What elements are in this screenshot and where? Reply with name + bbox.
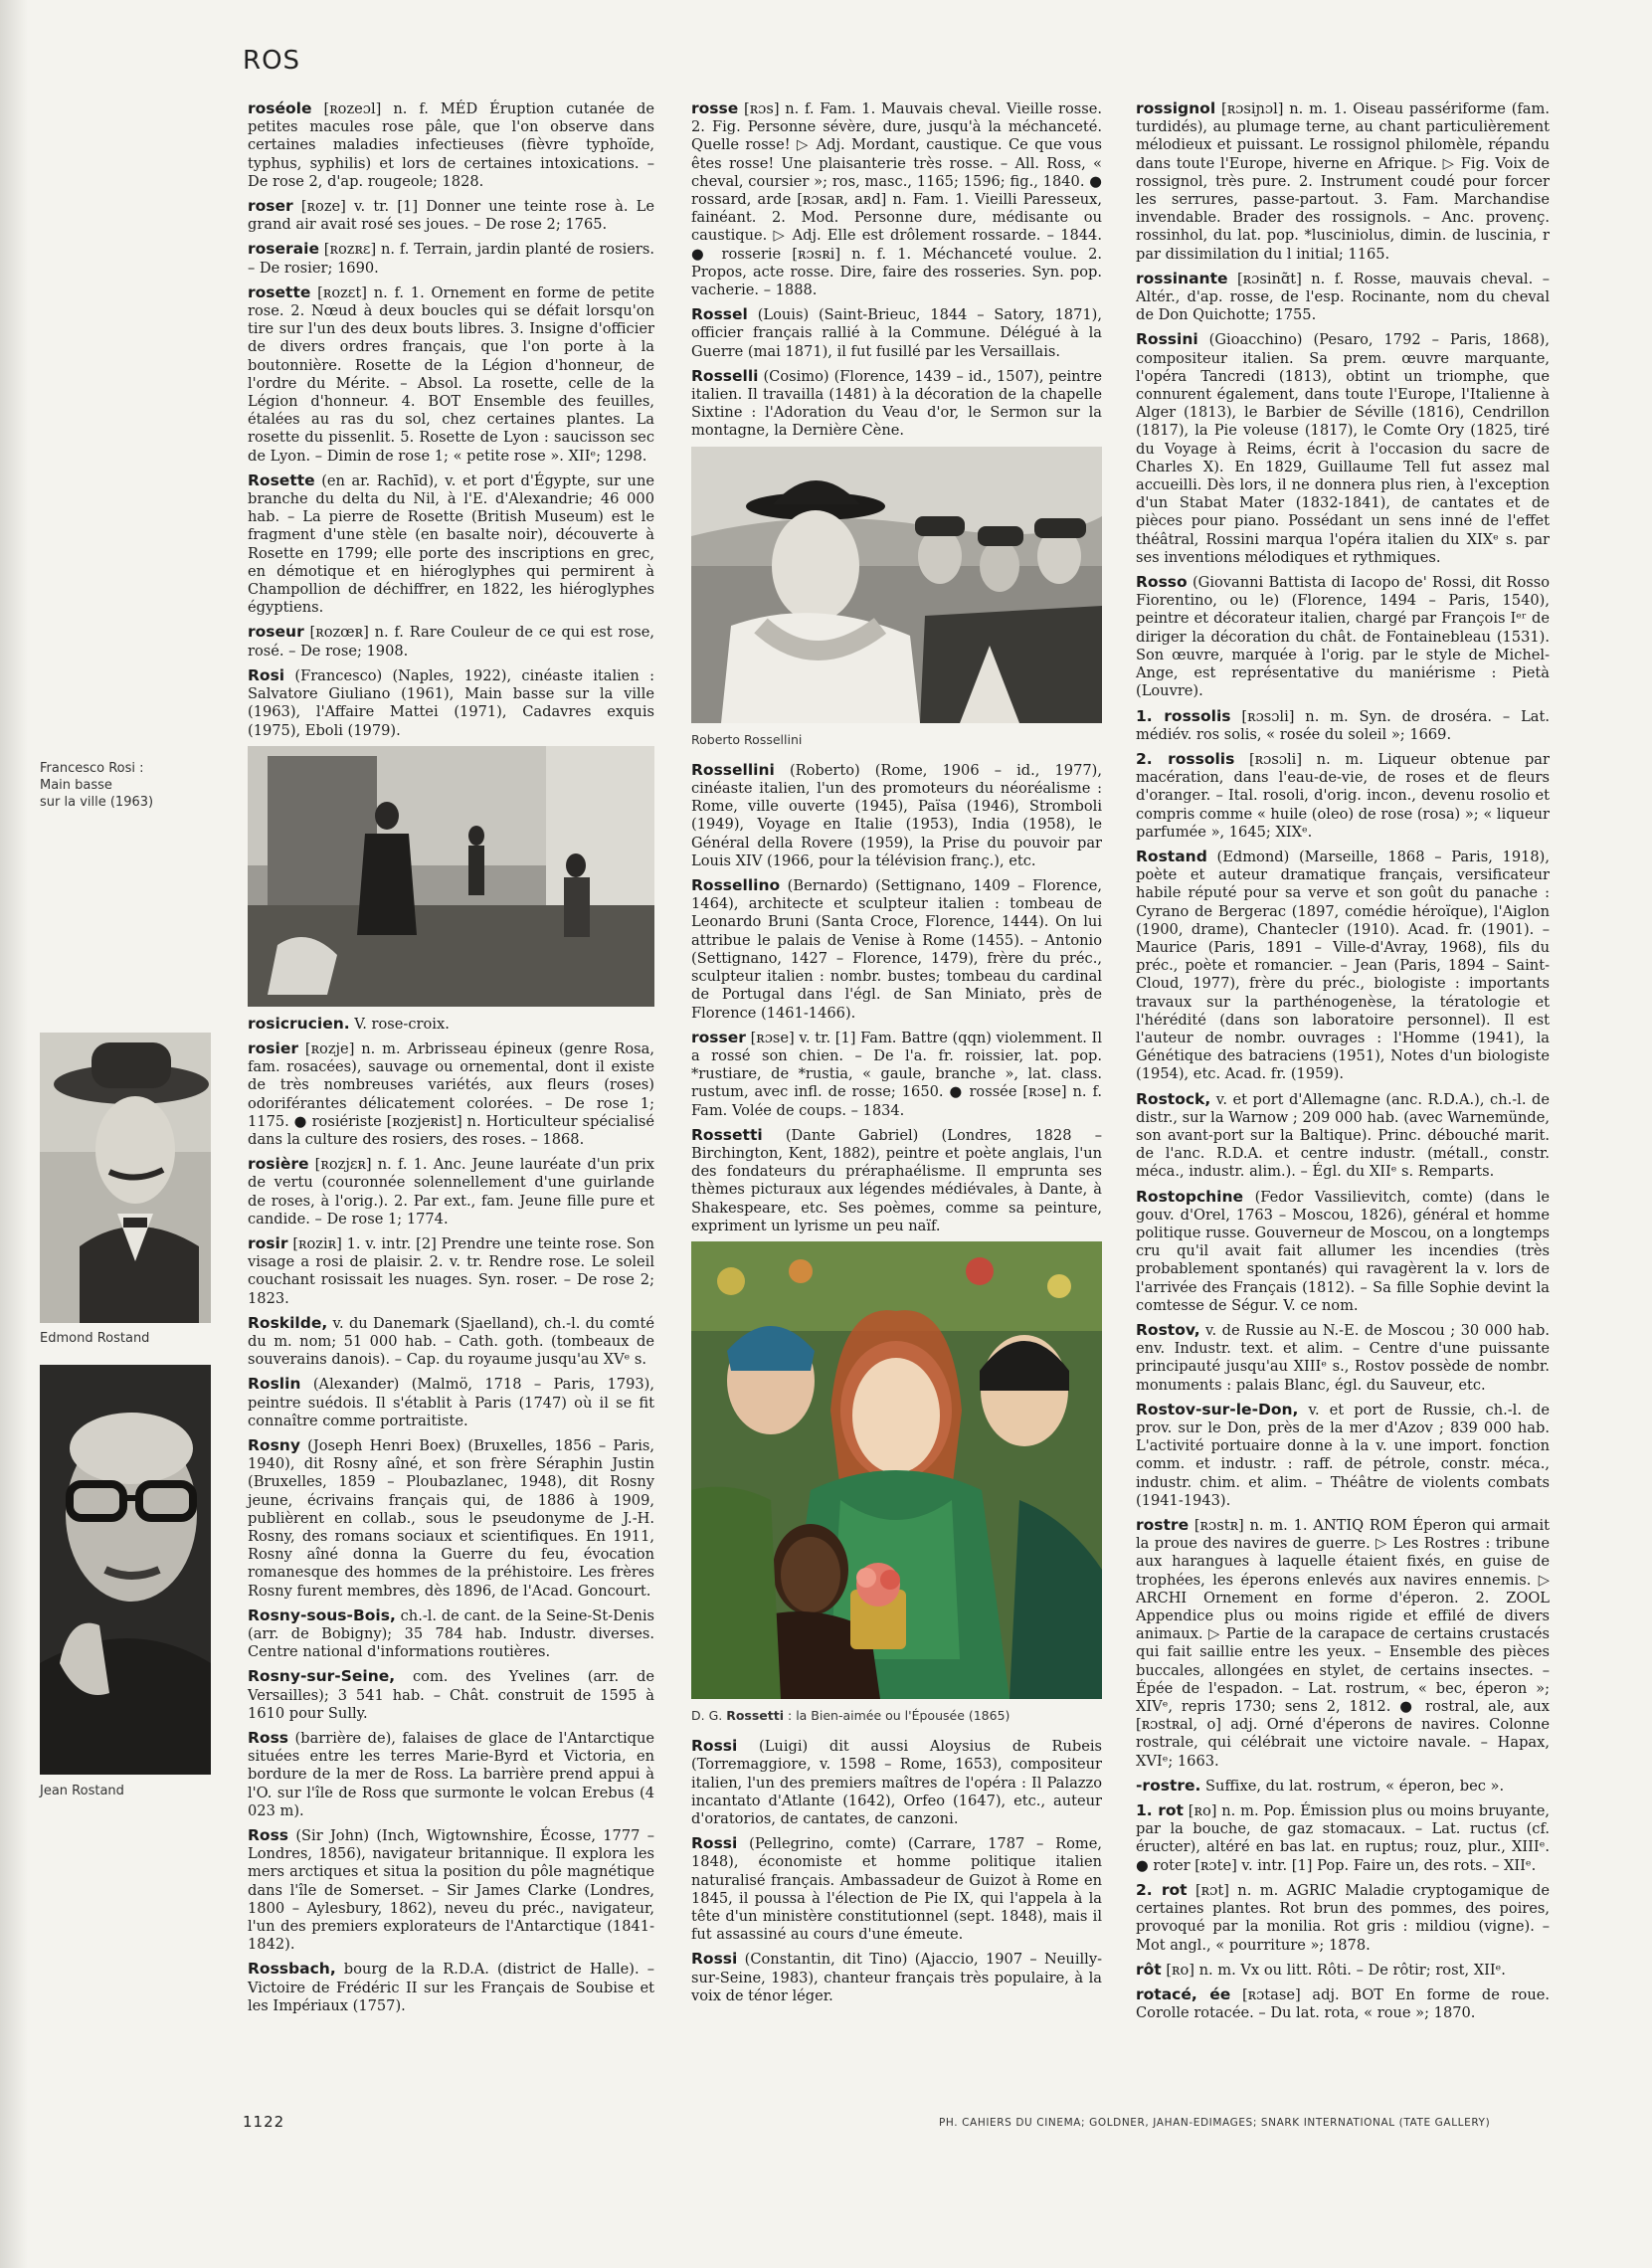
entry-rosette: rosette [ʀozɛt] n. f. 1. Ornement en forme de petite rose. 2. Nœud à deux boucles qui se défait lorsqu'on tire sur l'un des deux bouts libres. 3. Insigne d'officier de divers ordres français, que l'on porte à la boutonnière. Rosette de la Légion d'honneur, de l'ordre du Mérite. – Absol. La rosette, celle de la Légion d'honneur. 4. BOT Ensemble des feuilles, étalées au ras du sol, chez certaines plantes. La rosette du pissenlit. 5. Rosette de Lyon : saucisson sec de Lyon. – Dimin de rose 1; « petite rose ». XIIᵉ; 1298. xyxy=(248,283,654,465)
entry-rostov-sur-le-don: Rostov-sur-le-Don, v. et port de Russie, ch.-l. de prov. sur le Don, près de la mer d'Azov ; 839 000 hab. L'activité portuaire donne à la v. une import. fonction comm. et industr. : raff. de pétrole, constr. méca., industr. chim. et alim. – Théâtre de violents combats (1941-1943). xyxy=(1136,1400,1550,1509)
column-3 xyxy=(1136,99,1550,2028)
entry-rossel: Rossel (Louis) (Saint-Brieuc, 1844 – Satory, 1871), officier français rallié à la Commune. Délégué à la Guerre (mai 1871), il fut fusillé par les Versaillais. xyxy=(691,305,1102,360)
entry-roskilde: Roskilde, v. du Danemark (Sjaelland), ch.-l. du comté du m. nom; 51 000 hab. – Cath. goth. (tombeaux de souverains danois). – Cap. du royaume jusqu'au XVᵉ s. xyxy=(248,1313,654,1369)
entry-roser: roser [ʀoze] v. tr. [1] Donner une teinte rose à. Le grand air avait rosé ses joues. – De rose 2; 1765. xyxy=(248,197,654,234)
edmond-rostand-caption: Edmond Rostand xyxy=(40,1331,150,1346)
entry-rostre: rostre [ʀɔstʀ] n. m. 1. ANTIQ ROM Éperon qui armait la proue des navires de guerre. ▷ Les Rostres : tribune aux harangues à laquelle étaient fixés, en guise de trophées, les éperons enlevés aux navires ennemis. ▷ ARCHI Ornement en forme d'éperon. 2. ZOOL Appendice plus ou moins rigide et effilé de divers animaux. ▷ Partie de la carapace de certains crustacés qui fait saillie entre les yeux. – Ensemble des pièces buccales, allongées en stylet, de certains insectes. – Épée de l'espadon. – Lat. rostrum, « bec, éperon »; XIVᵉ, repris 1730; sens 2, 1812. ● rostral, ale, aux [ʀɔstʀal, o] adj. Orné d'éperons de navires. Colonne rostrale, qui célébrait une victoire navale. – Hapax, XVIᵉ; 1663. xyxy=(1136,1516,1550,1770)
entry-roseole: roséole [ʀozeɔl] n. f. MÉD Éruption cutanée de petites macules rose pâle, que l'on observe dans certaines maladies infectieuses (fièvre typhoïde, typhus, syphilis) et lors de certaines intoxications. – De rose 2, d'ap. rougeole; 1828. xyxy=(248,99,654,190)
entry-rossi-luigi: Rossi (Luigi) dit aussi Aloysius de Rubeis (Torremaggiore, v. 1598 – Rome, 1653), compositeur italien, l'un des premiers maîtres de l'opéra : Il Palazzo incantato d'Atlante (1642), Orfeo (1647), etc., auteur d'oratorios, de cantates, de canzoni. xyxy=(691,1737,1102,1827)
entry-rostov: Rostov, v. de Russie au N.-E. de Moscou ; 30 000 hab. env. Industr. text. et alim. – Centre d'une puissante principauté jusqu'au XIIIᵉ s., Rostov possède de nombr. monuments : palais Blanc, égl. du Sauveur, etc. xyxy=(1136,1321,1550,1394)
entry-rossetti: Rossetti (Dante Gabriel) (Londres, 1828 – Birchington, Kent, 1882), peintre et poète anglais, l'un des fondateurs du préraphaélisme. Il emprunta ses thèmes picturaux aux légendes médiévales, à Dante, à Shakespeare, etc. Ses poèmes, comme sa peinture, expriment un lyrisme un peu naïf. xyxy=(691,1125,1102,1234)
running-head: ROS xyxy=(243,46,301,76)
entry-rosso: Rosso (Giovanni Battista di Iacopo de' Rossi, dit Rosso Fiorentino, ou le) (Florence, 1494 – Paris, 1540), peintre et décorateur italien, chargé par François Iᵉʳ de diriger la décoration du chât. de Fontainebleau (1531). Son œuvre, marquée à l'orig. par le style de Michel-Ange, est représentative du maniérisme : Pietà (Louvre). xyxy=(1136,573,1550,700)
edmond-rostand-photo xyxy=(40,1033,211,1323)
entry-rosiere: rosière [ʀozjɛʀ] n. f. 1. Anc. Jeune lauréate d'un prix de vertu (couronnée solennellement d'une guirlande de roses, à l'orig.). 2. Par ext., fam. Jeune fille pure et candide. – De rose 1; 1774. xyxy=(248,1155,654,1228)
rosi-film-still xyxy=(248,746,654,1007)
page-gutter xyxy=(0,0,28,2268)
entry-rosny: Rosny (Joseph Henri Boex) (Bruxelles, 1856 – Paris, 1940), dit Rosny aîné, et son frère Séraphin Justin (Bruxelles, 1859 – Ploubazlanec, 1948), dit Rosny jeune, écrivains français qui, de 1886 à 1909, publièrent en collab., sous le pseudonyme de J.-H. Rosny, des romans sociaux et scientifiques. En 1911, Rosny aîné donna la Guerre du feu, évocation romanesque des hommes de la préhistoire. Les frères Rosny furent membres, dès 1896, de l'Acad. Goncourt. xyxy=(248,1435,654,1600)
entry-rosir: rosir [ʀoziʀ] 1. v. intr. [2] Prendre une teinte rose. Son visage a rosi de plaisir. 2. v. tr. Rendre rose. Le soleil couchant rosissait les nuages. Syn. roser. – De rose 2; 1823. xyxy=(248,1233,654,1307)
entry-rosi: Rosi (Francesco) (Naples, 1922), cinéaste italien : Salvatore Giuliano (1961), Main basse sur la ville (1963), l'Affaire Mattei (1971), Cadavres exquis (1975), Eboli (1979). xyxy=(248,665,654,739)
entry-rostand: Rostand (Edmond) (Marseille, 1868 – Paris, 1918), poète et auteur dramatique français, versificateur habile réputé pour sa verve et son goût du panache : Cyrano de Bergerac (1897, comédie héroïque), l'Aiglon (1900, drame), Chantecler (1910). Acad. fr. (1901). – Maurice (Paris, 1891 – Ville-d'Avray, 1968), fils du préc., poète et romancier. – Jean (Paris, 1894 – Saint-Cloud, 1977), frère du préc., biologiste : importants travaux sur la parthénogenèse, la tératologie et l'hérédité (dans son laboratoire personnel). Il est l'auteur de nombr. ouvrages : l'Homme (1941), la Génétique des batraciens (1951), Notes d'un biologiste (1954), etc. Acad. fr. (1959). xyxy=(1136,847,1550,1083)
entry-rossi-pellegrino: Rossi (Pellegrino, comte) (Carrare, 1787 – Rome, 1848), économiste et homme politique italien naturalisé français. Ambassadeur de Guizot à Rome en 1845, il poussa à l'élection de Pie IX, qui l'appela à la tête d'un ministère constitutionnel (sept. 1848), mais il fut assassiné au cours d'une émeute. xyxy=(691,1834,1102,1944)
entry-rostre-suffix: -rostre. Suffixe, du lat. rostrum, « éperon, bec ». xyxy=(1136,1776,1505,1795)
entry-rossbach: Rossbach, bourg de la R.D.A. (district de Halle). – Victoire de Frédéric II sur les Français de Soubise et les Impériaux (1757). xyxy=(248,1960,654,2014)
entry-rotace: rotacé, ée [ʀɔtase] adj. BOT En forme de roue. Corolle rotacée. – Du lat. rota, « roue »; 1870. xyxy=(1136,1984,1550,2022)
entry-rosny-sur-seine: Rosny-sur-Seine, com. des Yvelines (arr. de Versailles); 3 541 hab. – Chât. construit de 1595 à 1610 pour Sully. xyxy=(248,1667,654,1722)
entry-roseraie: roseraie [ʀozʀɛ] n. f. Terrain, jardin planté de rosiers. – De rosier; 1690. xyxy=(248,240,654,277)
entry-rot-2: 2. rot [ʀɔt] n. m. AGRIC Maladie cryptogamique de certaines plantes. Rot brun des pommes, des poires, provoqué par la monilia. Rot gris : mildiou (vigne). – Mot angl., « pourriture »; 1878. xyxy=(1136,1880,1550,1954)
entry-ross-john: Ross (Sir John) (Inch, Wigtownshire, Écosse, 1777 – Londres, 1856), navigateur britannique. Il explora les mers arctiques et situa la position du pôle magnétique dans l'île de Somerset. – Sir James Clarke (Londres, 1800 – Aylesbury, 1862), neveu du préc., navigateur, l'un des premiers explorateurs de l'Antarctique (1841-1842). xyxy=(248,1826,654,1954)
rosi-margin-caption xyxy=(40,760,153,811)
entry-rossinante: rossinante [ʀɔsinɑ̃t] n. f. Rosse, mauvais cheval. – Altér., d'ap. rosse, de l'esp. Rocinante, nom du cheval de Don Quichotte; 1755. xyxy=(1136,269,1550,324)
entry-rossi-tino: Rossi (Constantin, dit Tino) (Ajaccio, 1907 – Neuilly-sur-Seine, 1983), chanteur français très populaire, à la voix de ténor léger. xyxy=(691,1950,1102,2004)
entry-roslin: Roslin (Alexander) (Malmö, 1718 – Paris, 1793), peintre suédois. Il s'établit à Paris (1747) où il se fit connaître comme portraitiste. xyxy=(248,1375,654,1429)
entry-rossini: Rossini (Gioacchino) (Pesaro, 1792 – Paris, 1868), compositeur italien. Sa prem. œuvre marquante, l'opéra Tancredi (1813), obtint un triomphe, que connurent également, dans toute l'Europe, l'Italienne à Alger (1813), le Barbier de Séville (1816), Cendrillon (1817), la Pie voleuse (1817), le Comte Ory (1825, tiré du Voyage à Reims, écrit à l'occasion du sacre de Charles X). En 1829, Guillaume Tell fut assez mal accueilli. Dès lors, il ne donnera plus rien, à l'exception d'un Stabat Mater (1832-1841), de cantates et de pièces pour piano. Possédant un sens inné de l'effet théâtral, Rossini marqua l'opéra italien du XIXᵉ s. par ses inventions mélodiques et rythmiques. xyxy=(1136,330,1550,566)
entry-rossellini: Rossellini (Roberto) (Rome, 1906 – id., 1977), cinéaste italien, l'un des promoteurs du néoréalisme : Rome, ville ouverte (1945), Païsa (1946), Stromboli (1949), Voyage en Italie (1953), India (1958), le Général della Rovere (1959), la Prise du pouvoir par Louis XIV (1966, pour la télévision franç.), etc. xyxy=(691,760,1102,869)
entry-roseur: roseur [ʀozœʀ] n. f. Rare Couleur de ce qui est rose, rosé. – De rose; 1908. xyxy=(248,623,654,660)
rossetti-painting xyxy=(691,1241,1102,1699)
rossellini-photo xyxy=(691,447,1102,723)
entry-rossignol: rossignol [ʀɔsiɲɔl] n. m. 1. Oiseau passériforme (fam. turdidés), au plumage terne, au chant particulièrement mélodieux et puissant. Le rossignol philomèle, répandu dans toute l'Europe, hiverne en Afrique. ▷ Fig. Voix de rossignol, très pure. 2. Instrument coudé pour forcer les serrures, passe-partout. 3. Fam. Marchandise invendable. Brader des rossignols. – Anc. provenç. rossinhol, du lat. pop. *lusciniolus, dimin. de luscinia, r par dissimilation du l initial; 1165. xyxy=(1136,99,1550,263)
entry-ross-barriere: Ross (barrière de), falaises de glace de l'Antarctique situées entre les terres Marie-Byrd et Victoria, en bordure de la mer de Ross. La barrière prend appui à l'O. sur l'île de Ross que surmonte le volcan Erebus (4 023 m). xyxy=(248,1729,654,1819)
column-1 xyxy=(248,99,654,2021)
rossellini-caption: Roberto Rossellini xyxy=(691,731,803,747)
rosi-caption-line3: sur la ville (1963) xyxy=(40,795,154,810)
rosi-caption-line2: Main basse xyxy=(40,778,112,793)
jean-rostand-caption: Jean Rostand xyxy=(40,1784,124,1798)
entry-rostock: Rostock, v. et port d'Allemagne (anc. R.D.A.), ch.-l. de distr., sur la Warnow ; 209 000 hab. (avec Warnemünde, son avant-port sur la Baltique). Princ. débouché marit. de l'anc. R.D.A. et centre industr. (métall., constr. méca., industr. alim.). – Égl. du XIIᵉ s. Remparts. xyxy=(1136,1089,1550,1181)
entry-rot-roti: rôt [ʀo] n. m. Vx ou litt. Rôti. – De rôtir; rost, XIIᵉ. xyxy=(1136,1960,1506,1979)
entry-rot-1: 1. rot [ʀo] n. m. Pop. Émission plus ou moins bruyante, par la bouche, de gaz stomacaux. – Lat. ructus (cf. éructer), altéré en bas lat. en ruptus; rouz, plur., XIIIᵉ. ● roter [ʀɔte] v. intr. [1] Pop. Faire un, des rots. – XIIᵉ. xyxy=(1136,1801,1550,1874)
entry-rosny-sous-bois: Rosny-sous-Bois, ch.-l. de cant. de la Seine-St-Denis (arr. de Bobigny); 35 784 hab. Industr. diverses. Centre national d'informations routières. xyxy=(248,1606,654,1661)
entry-rosselli: Rosselli (Cosimo) (Florence, 1439 – id., 1507), peintre italien. Il travailla (1481) à la décoration de la chapelle Sixtine : l'Adoration du Veau d'or, le Sermon sur la montagne, la Dernière Cène. xyxy=(691,366,1102,440)
entry-rossellino: Rossellino (Bernardo) (Settignano, 1409 – Florence, 1464), architecte et sculpteur italien : tombeau de Leonardo Bruni (Santa Croce, Florence, 1444). On lui attribue le palais de Venise à Rome (1455). – Antonio (Settignano, 1427 – Florence, 1479), frère du préc., sculpteur italien : nombr. bustes; tombeau du cardinal de Portugal dans l'égl. de San Miniato, près de Florence (1461-1466). xyxy=(691,876,1102,1022)
entry-rosette-city: Rosette (en ar. Rachīd), v. et port d'Égypte, sur une branche du delta du Nil, à l'E. d'Alexandrie; 46 000 hab. – La pierre de Rosette (British Museum) est le fragment d'une stèle (en basalte noir), découverte à Rosette en 1799; elle porte des inscriptions en grec, en démotique et en hiéroglyphes qui permirent à Champollion de déchiffrer, en 1822, les hiéroglyphes égyptiens. xyxy=(248,471,654,617)
column-2 xyxy=(691,99,1102,2011)
entry-rosicrucien: rosicrucien. V. rose-croix. xyxy=(248,1014,450,1033)
entry-rossolis-1: 1. rossolis [ʀɔsɔli] n. m. Syn. de droséra. – Lat. médiév. ros solis, « rosée du soleil »; 1669. xyxy=(1136,706,1550,743)
rossetti-caption: D. G. Rossetti : la Bien-aimée ou l'Épousée (1865) xyxy=(691,1707,1010,1723)
entry-rosier: rosier [ʀozje] n. m. Arbrisseau épineux (genre Rosa, fam. rosacées), sauvage ou ornemental, dont il existe de très nombreuses variétés, aux fleurs (roses) odoriférantes délicatement colorées. – De rose 1; 1175. ● rosiériste [ʀozjeʀist] n. Horticulteur spécialisé dans la culture des rosiers, des roses. – 1868. xyxy=(248,1039,654,1148)
entry-rostopchine: Rostopchine (Fedor Vassilievitch, comte) (dans le gouv. d'Orel, 1763 – Moscou, 1826), général et homme politique russe. Gouverneur de Moscou, on a longtemps cru qu'il avait fait allumer les incendies (très probablement spontanés) qui ravagèrent la v. lors de l'arrivée des Français (1812). – Sa fille Sophie devint la comtesse de Ségur. V. ce nom. xyxy=(1136,1187,1550,1314)
entry-rosse: rosse [ʀɔs] n. f. Fam. 1. Mauvais cheval. Vieille rosse. 2. Fig. Personne sévère, dure, jusqu'à la méchanceté. Quelle rosse! ▷ Adj. Mordant, caustique. Ce que vous êtes rosse! Une plaisanterie très rosse. – All. Ross, « cheval, coursier »; ros, masc., 1165; 1596; fig., 1840. ● rossard, arde [ʀɔsaʀ, aʀd] n. Fam. 1. Vieilli Paresseux, fainéant. 2. Mod. Personne dure, médisante ou caustique. ▷ Adj. Elle est drôlement rossarde. – 1844. ● rosserie [ʀɔsʀi] n. f. 1. Méchanceté voulue. 2. Propos, acte rosse. Dire, faire des rosseries. Syn. pop. vacherie. – 1888. xyxy=(691,99,1102,299)
photo-credits: PH. CAHIERS DU CINEMA; GOLDNER, JAHAN-EDIMAGES; SNARK INTERNATIONAL (TATE GALLERY) xyxy=(939,2117,1491,2129)
rosi-caption-line1: Francesco Rosi : xyxy=(40,761,144,776)
jean-rostand-photo xyxy=(40,1365,211,1775)
entry-rossolis-2: 2. rossolis [ʀɔsɔli] n. m. Liqueur obtenue par macération, dans l'eau-de-vie, de roses et de fleurs d'oranger. – Ital. rosoli, d'orig. incon., devenu rosolio et compris comme « huile (oleo) de rose (rosa) »; « liqueur parfumée », 1645; XIXᵉ. xyxy=(1136,749,1550,841)
page-number: 1122 xyxy=(243,2113,285,2131)
entry-rosser: rosser [ʀɔse] v. tr. [1] Fam. Battre (qqn) violemment. Il a rossé son chien. – De l'a. fr. roissier, lat. pop. *rustiare, de *rustia, « gaule, branche », lat. class. rustum, avec infl. de rosse; 1650. ● rossée [ʀɔse] n. f. Fam. Volée de coups. – 1834. xyxy=(691,1028,1102,1119)
